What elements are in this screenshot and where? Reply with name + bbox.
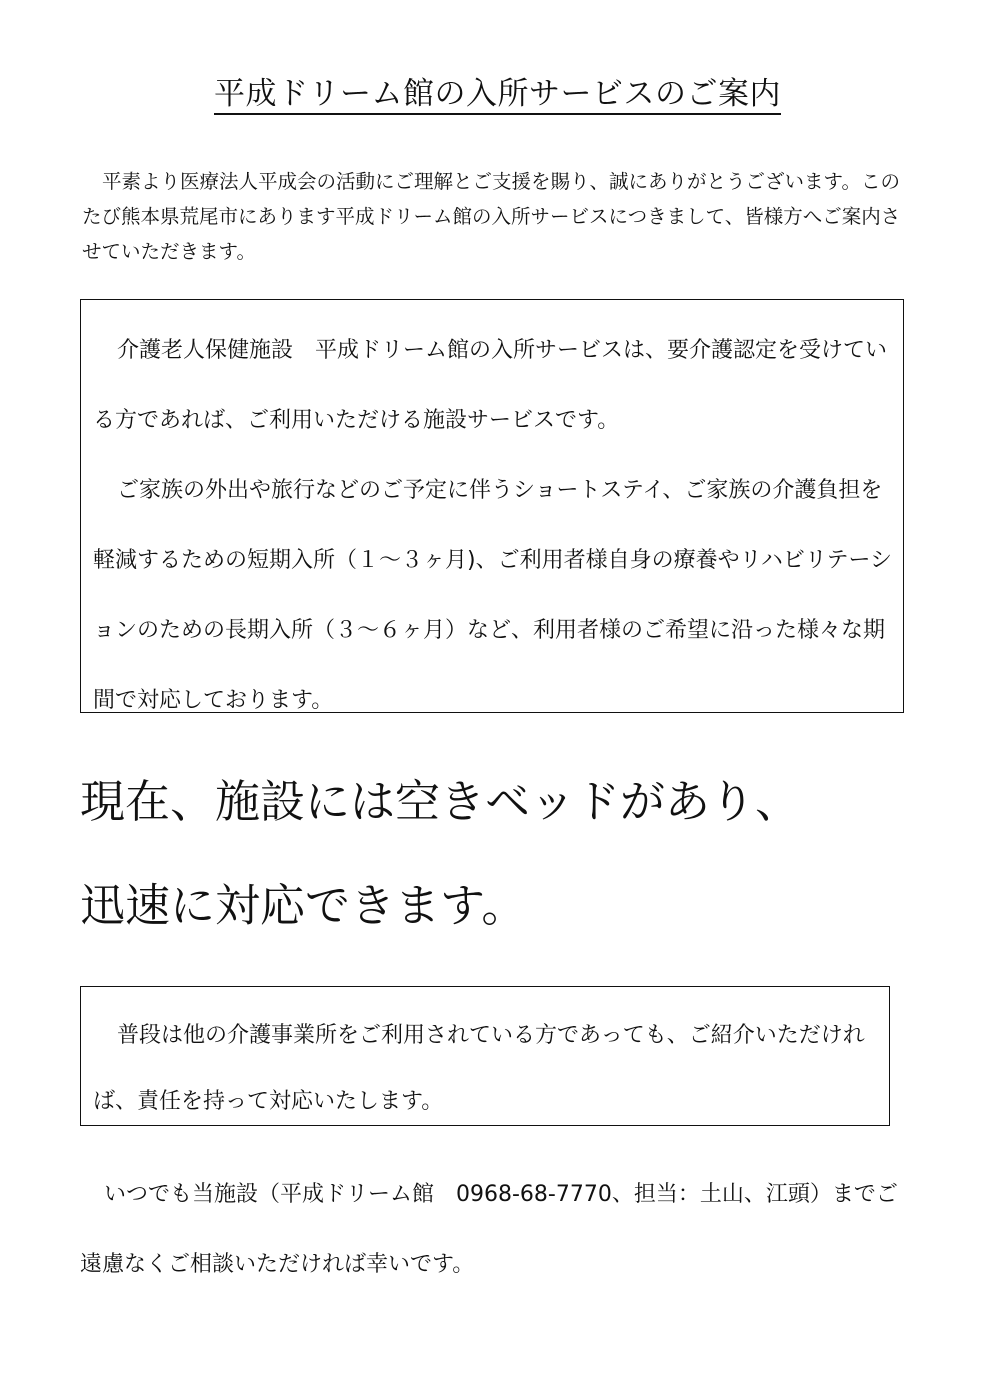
page-title-text: 平成ドリーム館の入所サービスのご案内 — [214, 76, 781, 115]
page-title — [0, 72, 995, 116]
referral-paragraph: 普段は他の介護事業所をご利用されている方であっても、ご紹介いただければ、責任を持って対応いたします。 — [93, 1023, 865, 1114]
service-description-paragraph-2: ご家族の外出や旅行などのご予定に伴うショートステイ、ご家族の介護負担を軽減するための短期入所（１～３ヶ月)、ご利用者様自身の療養やリハビリテーションのための長期入所（３～６ヶ月）など、利用者様のご希望に沿った様々な期間で対応しております。 — [93, 478, 893, 713]
service-description-box — [80, 299, 904, 713]
referral-box — [80, 986, 890, 1126]
contact-paragraph: いつでも当施設（平成ドリーム館 0968-68-7770、担当：土山、江頭）までご遠慮なくご相談いただければ幸いです。 — [80, 1182, 898, 1277]
service-description-paragraph-1: 介護老人保健施設 平成ドリーム館の入所サービスは、要介護認定を受けている方であれば、ご利用いただける施設サービスです。 — [93, 338, 888, 433]
availability-headline — [80, 750, 980, 958]
availability-headline-line-1: 現在、施設には空きベッドがあり、 — [80, 775, 801, 828]
intro-paragraph: 平素より医療法人平成会の活動にご理解とご支援を賜り、誠にありがとうございます。このたび熊本県荒尾市にあります平成ドリーム館の入所サービスにつきまして、皆様方へご案内させていただきます。 — [82, 170, 901, 263]
availability-headline-line-2: 迅速に対応できます。 — [80, 879, 527, 932]
